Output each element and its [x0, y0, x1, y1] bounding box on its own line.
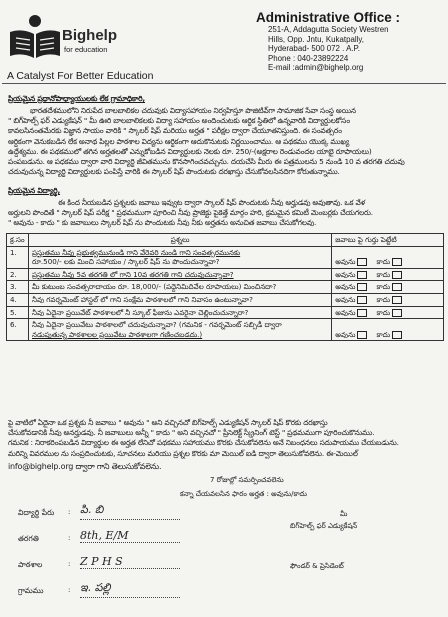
question-cell	[28, 268, 331, 281]
signoff-prefix: మీ	[340, 510, 348, 518]
field-label: విద్యార్థి పేరు	[18, 508, 55, 517]
field-colon: :	[68, 586, 71, 594]
yes-label: అవును	[335, 294, 356, 304]
email-line: E-mail :admin@bighelp.org	[268, 63, 364, 72]
yes-checkbox[interactable]	[357, 331, 367, 339]
paragraph-line: " బిగ్‌హెల్ప్ ఫర్ ఎడ్యుకేషన్ " మీ ఊరి బాలబాలికలకు విద్యా సహాయం అందించుటకు ఆర్థిక స్థితిలో ఉన్నవారికి విద్యార్థులకోసం	[8, 116, 350, 126]
paragraph-line: పంపబడును. ఆ పధకము ద్వారా వారి విద్యార్థి జీవితమును కొనసాగించవచ్చును. దయచేసి మీరు ఈ పత్రములను 5 నుండి 10 వ తరగతి చదువు	[8, 157, 405, 167]
yes-label: అవును	[335, 329, 356, 339]
office-address-block	[256, 10, 444, 73]
table-row	[7, 246, 444, 268]
no-label: కాదు	[376, 257, 391, 267]
org-signature: బిగ్‌హెల్ప్ ఫర్ ఎడ్యుకేషన్	[290, 522, 358, 530]
founder-label: ఫౌండర్ & ప్రెసిడెంట్	[290, 562, 344, 570]
closing-paragraph	[8, 418, 442, 459]
school-field	[8, 552, 208, 578]
student-salutation: ప్రియమైన విద్యార్థి,	[8, 186, 61, 195]
question-cell	[28, 246, 331, 268]
student-form	[8, 500, 208, 604]
paragraph-line: ఈ కింద నీయబడిన ప్రశ్నలకు జవాబు ఇవ్వుట ద్వారా స్కాలర్ షిప్ పొందుటకు నీవు అర్హుడవు అవుతావు. ఒక వేళ	[58, 198, 366, 207]
paragraph-line: ఆర్థికంగా వెనుకబడిన లేక అనాథ పిల్లల పాఠశాల విద్యను ఆర్థికంగా ఆదుకొనుటకు నిర్ణయించాము. ఆ పథకము యొక్క ముఖ్య	[8, 136, 350, 146]
yes-checkbox[interactable]	[357, 283, 367, 291]
yes-checkbox[interactable]	[357, 296, 367, 304]
question-cell	[28, 293, 331, 306]
col-header-no: క్ర.సం	[7, 234, 29, 247]
col-header-question: ప్రశ్నలు	[28, 234, 331, 247]
field-label: పాఠశాల	[18, 560, 43, 569]
brand-name: Bighelp	[62, 27, 117, 44]
yes-checkbox[interactable]	[357, 258, 367, 266]
header-divider	[2, 83, 446, 84]
paragraph-line: గమనిక : నిరాకరింపబడిన విద్యార్థుల ఈ అర్హత లేనిచో పథకము సహాయము కొరకు చేసుకోవలెను అనే నిబంధనలు సదుపాయము చేయబడును.	[8, 438, 399, 448]
class-field	[8, 526, 208, 552]
answer-cell	[332, 293, 444, 306]
paragraph-line: ఉద్దేశ్యము. ఈ పథకములో తగిన అర్హతలతో ఎన్నుకోబడిన విద్యార్థులకు నెలకు రూ. 250/-(అక్షరాల రెండువందల యాభై రూపాయలు)	[8, 146, 372, 156]
yes-label: అవును	[335, 282, 356, 292]
salutation: ప్రియమైన ప్రధానోపాధ్యాయులకు లేక గ్రామాధికారి,	[8, 94, 146, 103]
row-number: 2.	[7, 268, 29, 281]
school-value[interactable]: Z P H S	[80, 555, 180, 569]
table-row	[7, 281, 444, 294]
brand-subtitle: for education	[64, 45, 108, 54]
answer-cell	[332, 281, 444, 294]
row-number: 5.	[7, 306, 29, 319]
class-value[interactable]: 8th, E/M	[80, 529, 180, 543]
tagline: A Catalyst For Better Education	[7, 70, 154, 82]
yes-checkbox[interactable]	[357, 271, 367, 279]
answer-cell	[332, 268, 444, 281]
village-value[interactable]: ఇ. పల్లి	[80, 581, 180, 598]
eligibility-table	[6, 233, 444, 341]
address-line: Hills, Opp. Jntu, Kukatpally,	[268, 34, 364, 44]
yes-label: అవును	[335, 257, 356, 267]
paragraph-line: మరిన్ని వివరముల ను సంప్రదించుటకు, సూచనలు మరియు ప్రశ్నల కొరకు మా మెయిల్ ఐడి ద్వారా తెలుసుకోవలెను. ఈ-మెయిల్	[8, 448, 358, 458]
eligibility-note: కన్నా చేయవలసిన ఫారం అర్హత : అవును/కాదు	[180, 490, 307, 498]
row-number: 6.	[7, 319, 29, 341]
paragraph-line: చదువుచున్న విద్యార్థి విద్యార్థులకు పంపిస్తే వారికి ఈ స్కాలర్ షిప్ పొందుటకు దరఖాస్తు చేసుకోవలసినదిగా కోరుతున్నాము.	[8, 167, 340, 177]
yes-checkbox[interactable]	[357, 309, 367, 317]
question-cell	[28, 281, 331, 294]
village-field	[8, 578, 208, 604]
no-checkbox[interactable]	[392, 331, 402, 339]
phone-line: Phone : 040-23892224	[268, 53, 349, 63]
field-label: తరగతి	[18, 534, 39, 543]
student-name-field	[8, 500, 208, 526]
student-name-value[interactable]: పి. బి	[80, 503, 180, 520]
yes-label: అవును	[335, 269, 356, 279]
answer-cell	[332, 246, 444, 268]
paragraph-line: భారతదేశములోని నిరుపేద బాలబాలికల చదువుకు విద్యాసహాయం నిర్వహిస్తూ పొజిటివ్‌గా సామాజిక సేవా సంస్థ అయిన	[30, 106, 356, 115]
submission-note: 7 రోజుల్లో సమర్పించవలెను	[210, 476, 284, 484]
question-text: నడుపుతున్న పాఠశాలల ప్రయివేటు పాఠశాలగా గణించబడదు.)	[31, 329, 203, 339]
no-label: కాదు	[376, 282, 391, 292]
no-label: కాదు	[376, 307, 391, 317]
no-checkbox[interactable]	[392, 271, 402, 279]
no-label: కాదు	[376, 294, 391, 304]
address-line: 251-A, Addagutta Society Westren	[268, 25, 389, 34]
paragraph-line: చేసుకోవడానికి నీవు అనర్హుడవు. నీ జవాబులు అన్నీ " కాదు " అని వచ్చినచో " ప్రీసెలెక్ట్ స్క్రీనింగ్ టెస్ట్ " ప్రథమముగా పూరించుకొనుము.	[8, 428, 375, 438]
col-header-answer: జవాబు పై గుర్తు పెట్టేటి	[332, 234, 444, 247]
answer-cell	[332, 306, 444, 319]
question-text: ప్రస్తుతము నీవు 5వ తరగతి లో గాని 10వ తరగతి గాని చదువుచున్నావా?	[31, 269, 234, 279]
question-text: నీవు ఏదైనా ప్రయివేట్ పాఠశాలలో నీ స్కూల్ ఫీజును ఎవరైనా చెల్లించుచున్నారా?	[31, 307, 249, 317]
question-text: ప్రస్తుతము నీవు ప్రభుత్వమునుండి గాని వేరెవరి నుండి గాని సంవత్సరమునకు	[31, 247, 241, 257]
no-checkbox[interactable]	[392, 258, 402, 266]
paragraph-line: కావలసినంతమేరకు విజ్ఞాన సాయం వారికి " స్కాలర్ షిప్ మరియు అర్హత " పరీక్షల ద్వారా చేయూతనిస్తుంది. ఈ సంవత్సరం	[8, 126, 342, 136]
question-cell	[28, 319, 331, 341]
answer-cell	[332, 319, 444, 341]
field-colon: :	[68, 534, 71, 542]
address-line: Hyderabad- 500 072 . A.P.	[268, 44, 360, 53]
table-header-row	[7, 234, 444, 247]
eligibility-table-wrapper	[6, 233, 444, 341]
table-row	[7, 268, 444, 281]
intro-paragraph	[8, 106, 442, 177]
paragraph-line: పై వాటిలో ఏదైనా ఒక ప్రశ్నకు నీ జవాబు " అవును " అని వచ్చినచో బిగ్‌హెల్ప్ ఎడ్యుకేషన్ స్కాలర్ షిప్ కొరకు దరఖాస్తు	[8, 418, 328, 427]
row-number: 1.	[7, 246, 29, 268]
question-text: రూ.500/- లకు మించి సహాయం / స్కాలర్ షిప్ ను పొందుచున్నావా?	[31, 257, 220, 267]
bighelp-logo	[6, 12, 64, 64]
field-colon: :	[68, 560, 71, 568]
office-title: Administrative Office :	[256, 10, 401, 25]
no-label: కాదు	[376, 329, 391, 339]
row-number: 3.	[7, 281, 29, 294]
no-label: కాదు	[376, 269, 391, 279]
instructions-paragraph	[8, 198, 442, 229]
field-colon: :	[68, 508, 71, 516]
question-text: నీవు గవర్నమెంట్ హాస్టల్ లో గాని సంక్షేమ పాఠశాలలో గాని నివాసం ఉంటున్నావా?	[31, 294, 253, 304]
table-row	[7, 306, 444, 319]
no-checkbox[interactable]	[392, 309, 402, 317]
no-checkbox[interactable]	[392, 283, 402, 291]
row-number: 4.	[7, 293, 29, 306]
paragraph-line: అర్హులని పొందితే " స్కాలర్ షిప్ పరీక్ష " ప్రథమముగా పూరించి నీవు ప్రాజెక్టు పైకెత్తే మార్గం హరి, క్రమమైన కమిటీ మెంబర్లకు చేయగలరు.	[8, 208, 373, 218]
question-text: నీవు ఏదైనా ప్రయివేటు పాఠశాలలో చదువుచున్నావా? (గమనిక - గవర్నమెంట్ సబ్సిడీ ద్వారా	[31, 320, 282, 330]
table-row	[7, 293, 444, 306]
email-contact-line: info@bighelp.org ద్వారా గాని తెలుసుకోవలెను.	[8, 462, 162, 471]
question-cell	[28, 306, 331, 319]
question-text: మీ కుటుంబ సంవత్సరాదాయం రూ. 18,000/- (పద్దెనిమిదివేల రూపాయలు) మించినదా?	[31, 282, 277, 292]
no-checkbox[interactable]	[392, 296, 402, 304]
paragraph-line: " అవును - కాదు " కు జవాబులు స్కాలర్ షిప్ ను పొందుటకు నీవు నీకు అర్హతను అనుచిత జవాబు చేసుకోగలవు.	[8, 218, 317, 228]
field-label: గ్రామము	[18, 586, 44, 595]
table-row	[7, 319, 444, 341]
yes-label: అవును	[335, 307, 356, 317]
